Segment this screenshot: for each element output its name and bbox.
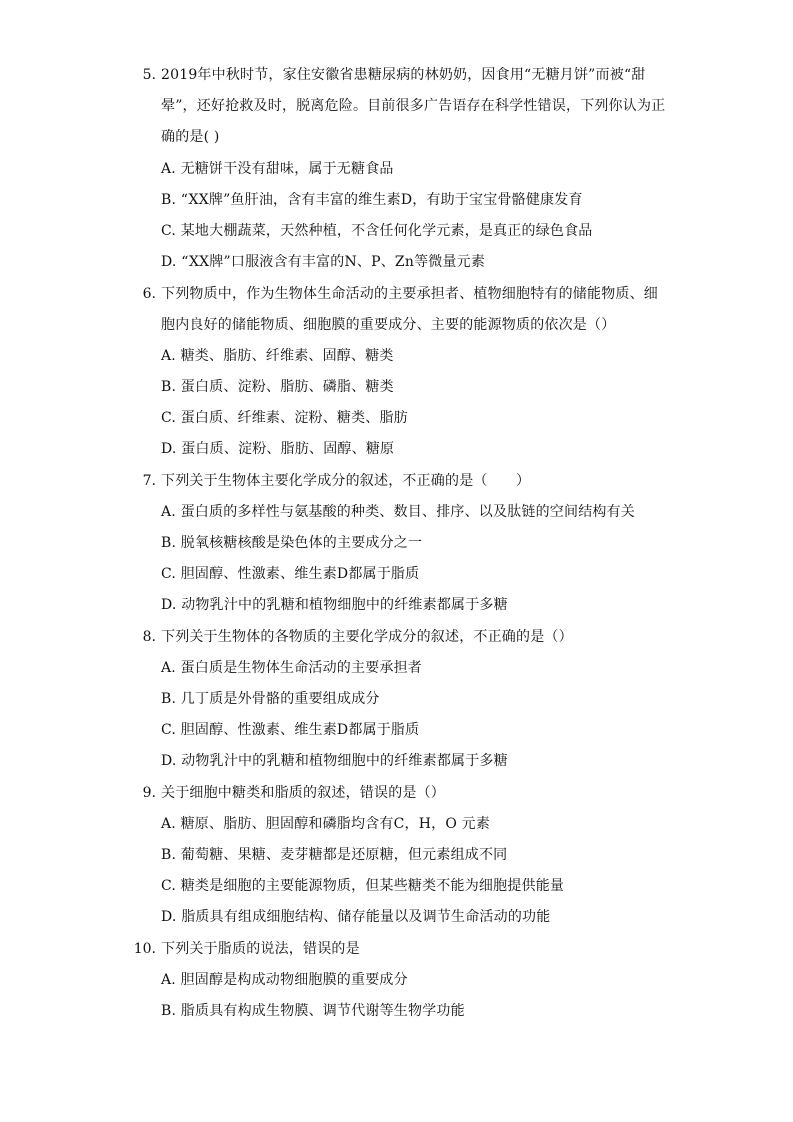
question-stem: 下列关于生物体的各物质的主要化学成分的叙述，不正确的是（）: [161, 629, 573, 645]
option-a: A. 蛋白质是生物体生命活动的主要承担者: [161, 660, 423, 676]
question-number: 10.: [133, 941, 156, 957]
question-number: 7.: [142, 473, 156, 489]
question-stem: 下列关于脂质的说法，错误的是: [161, 941, 360, 957]
question-number: 6.: [142, 286, 156, 302]
option-d: D. 蛋白质、淀粉、脂肪、固醇、糖原: [161, 441, 395, 457]
option-d: D. 脂质具有组成细胞结构、储存能量以及调节生命活动的功能: [161, 909, 551, 925]
question-stem: 2019年中秋时节，家住安徽省患糖尿病的林奶奶，因食用“无糖月饼”而被“甜晕”，还好抢救及时，脱离危险。目前很多广告语存在科学性错误，下列你认为正确的是( ): [161, 67, 666, 145]
option-b: B. 蛋白质、淀粉、脂肪、磷脂、糖类: [161, 379, 394, 395]
option-c: C. 胆固醇、性激素、维生素D都属于脂质: [161, 566, 420, 582]
option-b: B. 葡萄糖、果糖、麦芽糖都是还原糖，但元素组成不同: [161, 847, 508, 863]
question-stem: 关于细胞中糖类和脂质的叙述，错误的是（）: [161, 785, 445, 801]
question-number: 5.: [142, 67, 156, 83]
option-c: C. 糖类是细胞的主要能源物质，但某些糖类不能为细胞提供能量: [161, 878, 565, 894]
option-b: B. 几丁质是外骨骼的重要组成成分: [161, 691, 380, 707]
option-a: A. 蛋白质的多样性与氨基酸的种类、数目、排序、以及肽链的空间结构有关: [161, 504, 636, 520]
question-stem: 下列关于生物体主要化学成分的叙述，不正确的是（ ）: [161, 473, 531, 489]
option-d: D. 动物乳汁中的乳糖和植物细胞中的纤维素都属于多糖: [161, 753, 508, 769]
option-b: B. “XX牌”鱼肝油，含有丰富的维生素D，有助于宝宝骨骼健康发育: [161, 192, 583, 208]
option-c: C. 蛋白质、纤维素、淀粉、糖类、脂肪: [161, 410, 408, 426]
option-a: A. 无糖饼干没有甜味，属于无糖食品: [161, 161, 394, 177]
option-b: B. 脱氧核糖核酸是染色体的主要成分之一: [161, 535, 423, 551]
option-a: A. 胆固醇是构成动物细胞膜的重要成分: [161, 972, 408, 988]
option-c: C. 胆固醇、性激素、维生素D都属于脂质: [161, 722, 420, 738]
option-a: A. 糖类、脂肪、纤维素、固醇、糖类: [161, 348, 394, 364]
option-d: D. 动物乳汁中的乳糖和植物细胞中的纤维素都属于多糖: [161, 597, 508, 613]
option-a: A. 糖原、脂肪、胆固醇和磷脂均含有C，H，O 元素: [161, 816, 491, 832]
option-d: D. “XX牌”口服液含有丰富的N、P、Zn等微量元素: [161, 254, 486, 270]
option-c: C. 某地大棚蔬菜，天然种植，不含任何化学元素，是真正的绿色食品: [161, 223, 593, 239]
question-stem: 下列物质中，作为生物体生命活动的主要承担者、植物细胞特有的储能物质、细胞内良好的储能物质、细胞膜的重要成分、主要的能源物质的依次是（）: [161, 286, 658, 333]
question-number: 9.: [142, 785, 156, 801]
question-number: 8.: [142, 629, 156, 645]
option-b: B. 脂质具有构成生物膜、调节代谢等生物学功能: [161, 1003, 465, 1019]
